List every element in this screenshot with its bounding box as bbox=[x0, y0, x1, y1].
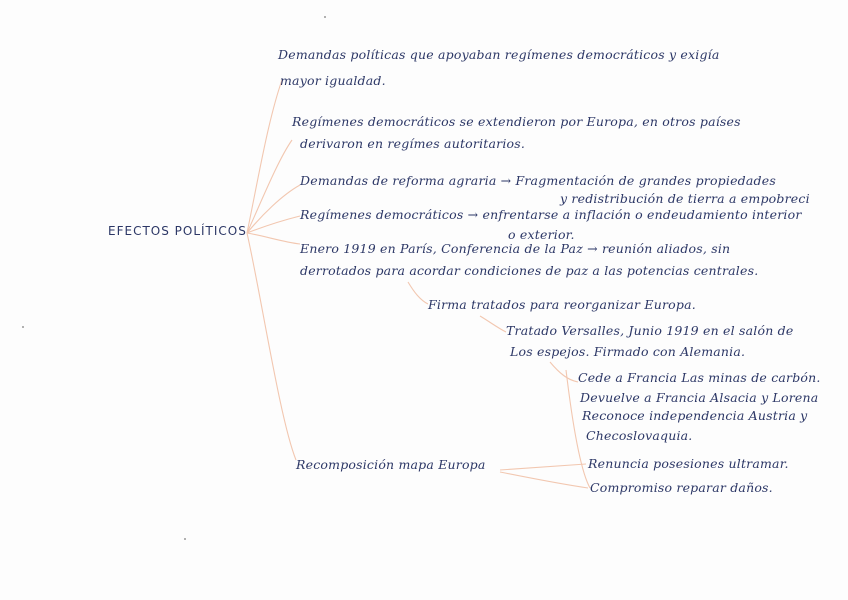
root-node-label: EFECTOS POLÍTICOS bbox=[108, 224, 247, 238]
term-overseas: Renuncia posesiones ultramar. bbox=[588, 456, 789, 471]
paper-speck bbox=[22, 326, 24, 328]
node-regimes-spread-line1: Regímenes democráticos se extendieron por Europa, en otros países bbox=[292, 114, 741, 129]
term-independence-line2: Checoslovaquia. bbox=[586, 428, 693, 443]
connector-root-spread bbox=[247, 140, 292, 233]
connector-paris-treaties bbox=[408, 282, 428, 304]
node-inflation-line1: Regímenes democráticos → enfrentarse a inflación o endeudamiento interior bbox=[300, 207, 802, 222]
term-independence-line1: Reconoce independencia Austria y bbox=[582, 408, 808, 423]
node-versailles-line1: Tratado Versalles, Junio 1919 en el salón de bbox=[506, 323, 794, 338]
connector-map-terms bbox=[500, 464, 586, 470]
connector-map-terms-2 bbox=[500, 472, 588, 488]
connector-root-paris bbox=[247, 233, 300, 244]
connector-root-map bbox=[247, 233, 296, 460]
node-democracy-demands-line1: Demandas políticas que apoyaban regímenes democráticos y exigía bbox=[278, 47, 720, 62]
node-paris-line1: Enero 1919 en París, Conferencia de la Paz → reunión aliados, sin bbox=[300, 241, 731, 256]
paper-speck bbox=[184, 538, 186, 540]
term-coal-mines: Cede a Francia Las minas de carbón. bbox=[578, 370, 821, 385]
term-alsace-lorraine: Devuelve a Francia Alsacia y Lorena bbox=[580, 390, 819, 405]
node-agrarian-line2: y redistribución de tierra a empobreci bbox=[560, 191, 810, 206]
node-treaties: Firma tratados para reorganizar Europa. bbox=[428, 297, 696, 312]
node-map-recomposition: Recomposición mapa Europa bbox=[296, 457, 486, 472]
connector-versailles-terms bbox=[550, 362, 578, 382]
node-inflation-line2: o exterior. bbox=[508, 227, 575, 242]
node-regimes-spread-line2: derivaron en regímes autoritarios. bbox=[300, 136, 526, 151]
connector-root-demands bbox=[247, 80, 282, 233]
node-agrarian-line1: Demandas de reforma agraria → Fragmentación de grandes propiedades bbox=[300, 173, 776, 188]
paper-speck bbox=[324, 16, 326, 18]
connector-treaties-versailles bbox=[480, 316, 506, 332]
node-paris-line2: derrotados para acordar condiciones de paz a las potencias centrales. bbox=[300, 263, 759, 278]
node-democracy-demands-line2: mayor igualdad. bbox=[280, 73, 386, 88]
term-reparations: Compromiso reparar daños. bbox=[590, 480, 773, 495]
node-versailles-line2: Los espejos. Firmado con Alemania. bbox=[510, 344, 746, 359]
